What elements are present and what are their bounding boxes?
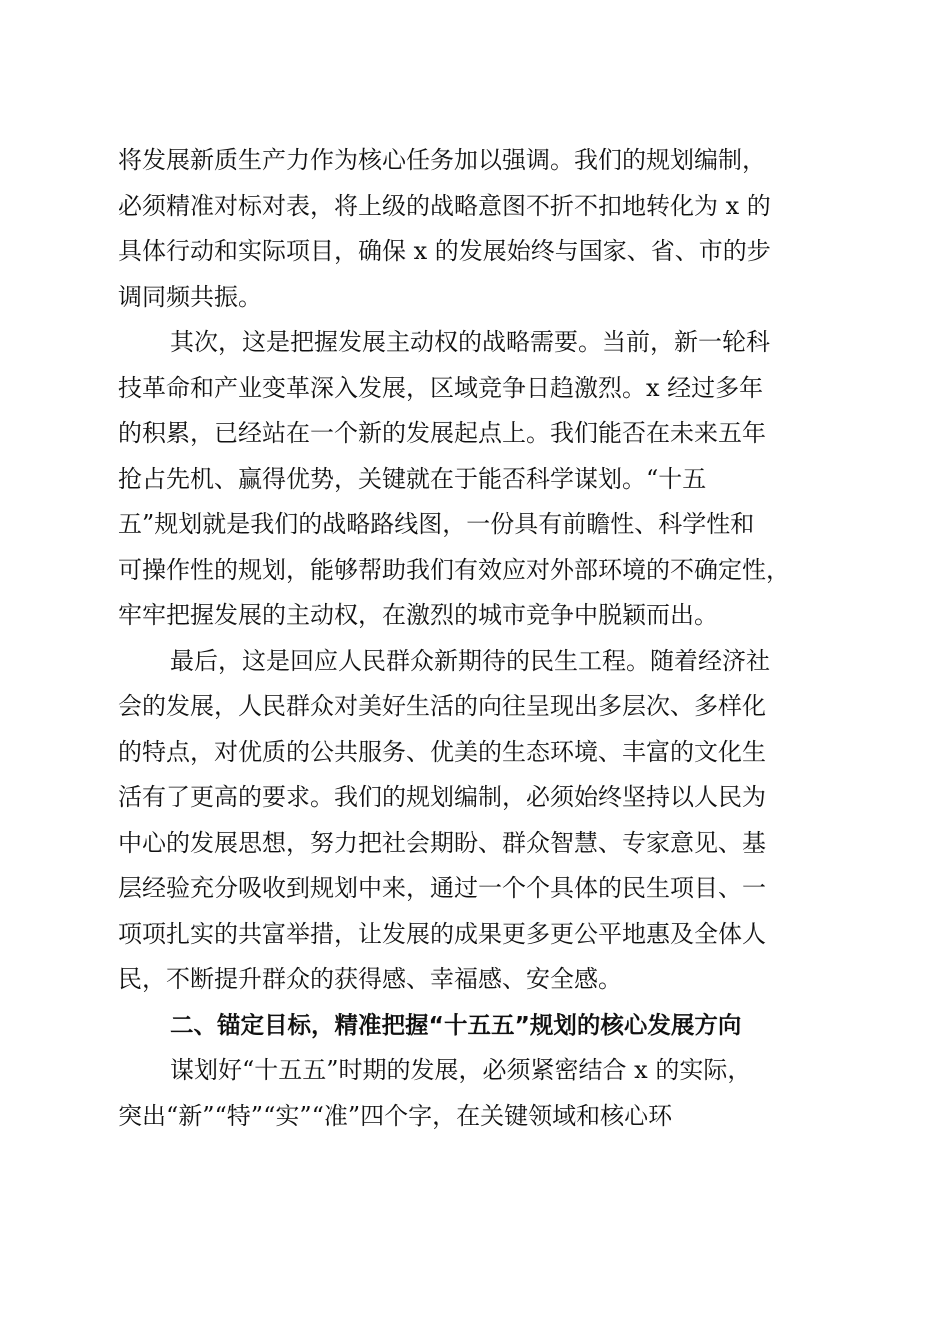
- paragraph-1: [118, 138, 834, 320]
- text-line: 会的发展，人民群众对美好生活的向往呈现出多层次、多样化: [118, 692, 766, 720]
- text-line: 将发展新质生产力作为核心任务加以强调。我们的规划编制，: [118, 146, 766, 174]
- text-line: 民，不断提升群众的获得感、幸福感、安全感。: [118, 965, 622, 993]
- text-line: 活有了更高的要求。我们的规划编制，必须始终坚持以人民为: [118, 783, 766, 811]
- text-line: 抢占先机、赢得优势，关键就在于能否科学谋划。“十五: [118, 464, 707, 493]
- text-line: 具体行动和实际项目，确保 x 的发展始终与国家、省、市的步: [118, 237, 771, 265]
- paragraph-2: [118, 320, 834, 639]
- text-line: 牢牢把握发展的主动权，在激烈的城市竞争中脱颖而出。: [118, 601, 718, 629]
- text-line: 中心的发展思想，努力把社会期盼、群众智慧、专家意见、基: [118, 828, 766, 857]
- text-line: 层经验充分吸收到规划中来，通过一个个具体的民生项目、一: [118, 874, 766, 902]
- text-line: 的特点，对优质的公共服务、优美的生态环境、丰富的文化生: [118, 737, 766, 766]
- text-line: 的积累，已经站在一个新的发展起点上。我们能否在未来五年: [118, 419, 766, 447]
- text-line: 谋划好“十五五”时期的发展，必须紧密结合 x 的实际，: [170, 1056, 752, 1084]
- text-line: 五”规划就是我们的战略路线图，一份具有前瞻性、科学性和: [118, 510, 755, 538]
- document-body: [118, 138, 834, 1139]
- text-line: 技革命和产业变革深入发展，区域竞争日趋激烈。x 经过多年: [118, 373, 764, 402]
- paragraph-3: [118, 639, 834, 1003]
- section-heading: 二、锚定目标，精准把握“十五五”规划的核心发展方向: [170, 1010, 742, 1039]
- text-line: 必须精准对标对表，将上级的战略意图不折不扣地转化为 x 的: [118, 191, 771, 220]
- text-line: 项项扎实的共富举措，让发展的成果更多更公平地惠及全体人: [118, 919, 766, 948]
- paragraph-4: [118, 1048, 834, 1139]
- text-line: 最后，这是回应人民群众新期待的民生工程。随着经济社: [170, 646, 770, 675]
- text-line: 突出“新”“特”“实”“准”四个字，在关键领域和核心环: [118, 1101, 673, 1130]
- text-line: 调同频共振。: [118, 282, 262, 311]
- text-line: 可操作性的规划，能够帮助我们有效应对外部环境的不确定性，: [118, 555, 790, 584]
- text-line: 其次，这是把握发展主动权的战略需要。当前，新一轮科: [170, 328, 770, 356]
